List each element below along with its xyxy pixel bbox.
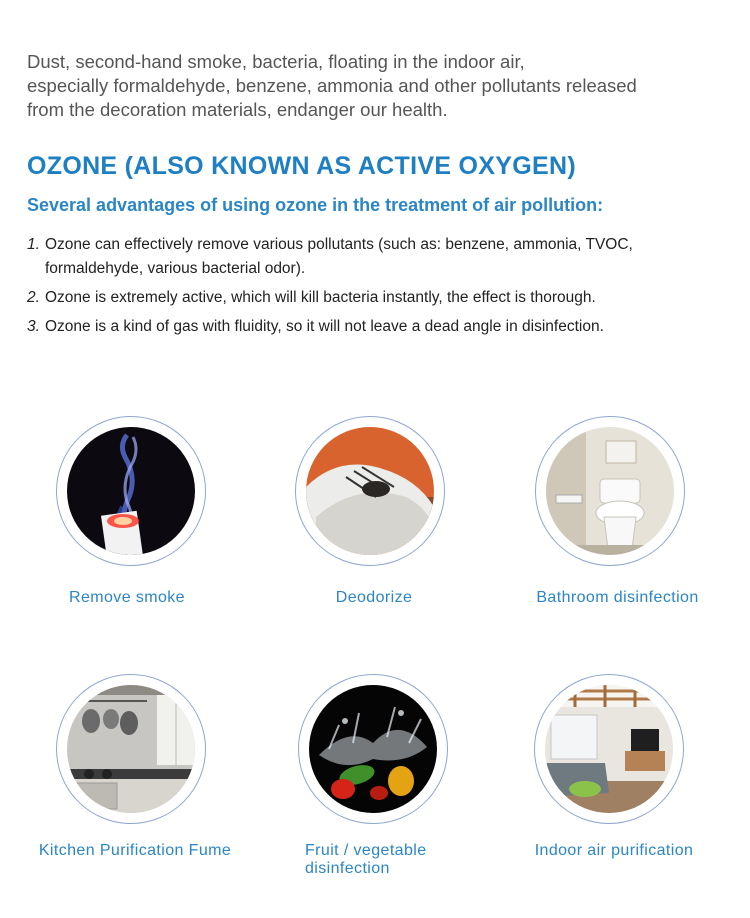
list-item-text: Ozone is extremely active, which will kill bacteria instantly, the effect is thorough. — [45, 289, 596, 306]
living-room-photo — [545, 685, 673, 813]
application-caption: Remove smoke — [69, 589, 185, 606]
application-caption: Indoor air purification — [534, 842, 694, 859]
photo-ring — [298, 674, 448, 824]
application-caption: Deodorize — [335, 589, 413, 606]
list-item-number: 2. — [27, 289, 40, 306]
advantages-list — [27, 233, 727, 344]
list-item — [27, 286, 727, 310]
list-item-number: 3. — [27, 318, 40, 335]
vegetables-water-splash-photo — [309, 685, 437, 813]
section-heading: OZONE (ALSO KNOWN AS ACTIVE OXYGEN) — [27, 152, 576, 180]
application-caption: Kitchen Purification Fume — [38, 842, 232, 859]
photo-ring — [56, 674, 206, 824]
section-subheading: Several advantages of using ozone in the treatment of air pollution: — [27, 195, 604, 215]
list-item — [27, 315, 727, 339]
list-item-text: Ozone can effectively remove various pollutants (such as: benzene, ammonia, TVOC, formaldehyde, various bacterial odor). — [45, 236, 633, 277]
shoes-photo — [306, 427, 434, 555]
photo-ring — [534, 674, 684, 824]
application-caption: Fruit / vegetable disinfection — [305, 842, 427, 877]
intro-line: especially formaldehyde, benzene, ammonia and other pollutants released — [27, 75, 637, 96]
application-caption: Bathroom disinfection — [536, 589, 699, 606]
kitchen-photo — [67, 685, 195, 813]
intro-line: Dust, second-hand smoke, bacteria, floating in the indoor air, — [27, 51, 525, 72]
photo-ring — [535, 416, 685, 566]
intro-line: from the decoration materials, endanger our health. — [27, 99, 448, 120]
photo-ring — [295, 416, 445, 566]
smoking-cigarette-photo — [67, 427, 195, 555]
intro-paragraph — [27, 50, 727, 122]
list-item-number: 1. — [27, 236, 40, 253]
toilet-bathroom-photo — [546, 427, 674, 555]
list-item-text: Ozone is a kind of gas with fluidity, so it will not leave a dead angle in disinfection. — [45, 318, 604, 335]
photo-ring — [56, 416, 206, 566]
list-item — [27, 233, 727, 281]
